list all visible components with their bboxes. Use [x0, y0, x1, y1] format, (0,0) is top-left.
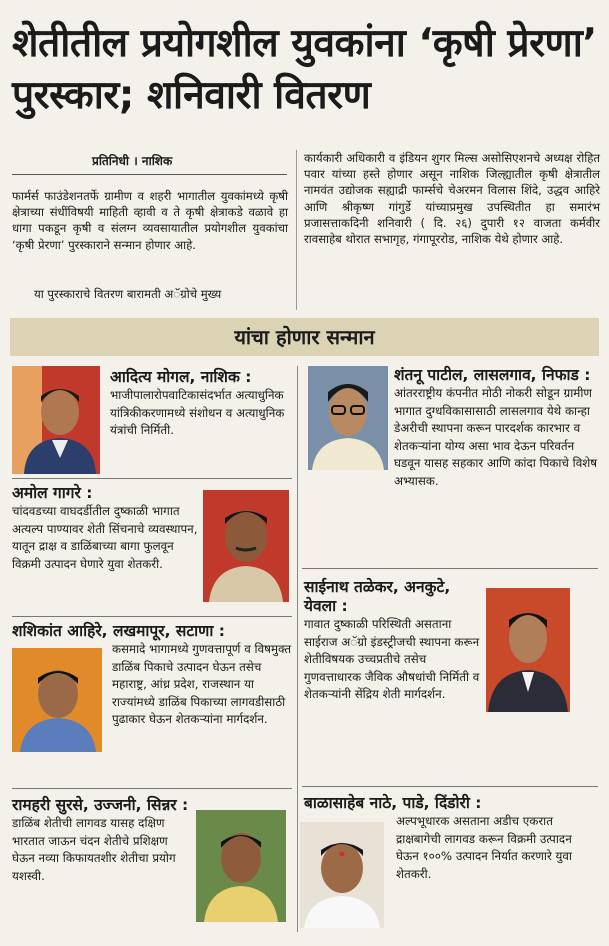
awardee-7: [304, 794, 598, 883]
awardee-name: आदित्य मोगल, नाशिक :: [110, 368, 252, 386]
byline: प्रतिनिधी । नाशिक: [92, 154, 173, 168]
awardee-separator: [302, 786, 598, 787]
portrait-sainath-talekar: [486, 588, 570, 712]
byline-rule: [12, 174, 287, 175]
awardee-3: [12, 622, 292, 729]
awardee-description: कसमादे भागामध्ये गुणवत्तापूर्ण व विषमुक्त डाळिंब पिकाचे उत्पादन घेऊन तसेच महाराष्ट्र, आंध्र प्रदेश, राजस्थान या राज्यांमध्ये डाळिंब पिकाच्या लागवडीसाठी पुढाकार घेऊन शेतकऱ्यांना मार्गदर्शन.: [112, 642, 292, 726]
awardee-description: आंतरराष्ट्रीय कंपनीत मोठी नोकरी सोडून ग्रामीण भागात दुग्धविकासासाठी लासलगाव येथे कान्हा डेअरीची स्थापना करून पारदर्शक कारभार व शेतकऱ्यांना योग्य असा भाव देऊन परिवर्तन घडवून यासह सहकार आणि कांदा पिकाचे विशेष अभ्यासक.: [394, 386, 598, 488]
awardee-1: [110, 368, 292, 440]
awardee-4: [12, 796, 192, 885]
awardee-name: शंतनू पाटील, लासलगाव, निफाड :: [394, 366, 591, 384]
portrait-ramhari-surse: [196, 810, 286, 922]
awardee-name: रामहरी सुरसे, उज्जनी, सिन्नर :: [12, 796, 189, 814]
awardee-description: अल्पभूधारक असताना अडीच एकरात द्राक्षबागेची लागवड करून विक्रमी उत्पादन घेऊन १००% उत्पादन निर्यात करणारे युवा शेतकरी.: [396, 814, 572, 881]
awardee-separator: [12, 478, 292, 479]
intro-left-paragraph-1: फार्मर्स फाउंडेशनतर्फे ग्रामीण व शहरी भागातील युवकांमध्ये कृषी क्षेत्राच्या संधींविषयी माहिती व्हावी व ते कृषी क्षेत्राकडे वळावे हा धागा पकडून कृषी व संलग्न व्यवसायातील प्रयोगशील युवकांचा ‘कृषी प्रेरणा’ पुरस्काराने सन्मान होणार आहे.: [12, 189, 288, 252]
awardee-separator: [302, 568, 598, 569]
column-divider: [296, 150, 297, 310]
awardee-5: [304, 366, 598, 490]
awardee-description: डाळिंब शेतीची लागवड यासह दक्षिण भारतात जाऊन चंदन शेतीचे प्रशिक्षण घेऊन नव्या किफायतशीर शेतीचा प्रयोग यशस्वी.: [12, 816, 176, 883]
awardee-separator: [12, 616, 292, 617]
awardee-description: भाजीपालारोपवाटिकासंदर्भात अत्याधुनिक यांत्रिकीकरणामध्ये संशोधन व अत्याधुनिक यंत्रांची निर्मिती.: [110, 388, 285, 437]
intro-left-paragraph-2: या पुरस्काराचे वितरण बारामती अॅग्रोचे मुख्य: [34, 287, 222, 301]
awardee-2: [12, 484, 198, 573]
awardee-name: बाळासाहेब नाठे, पाडे, दिंडोरी :: [304, 794, 482, 812]
awardee-description: गावात दुष्काळी परिस्थिती असताना साईराज अॅग्रो इंडस्ट्रीजची स्थापना करून शेतीविषयक उच्चप्रतीचे तसेच गुणवत्ताधारक जैविक औषधांची निर्मिती व शेतकऱ्यांनी सेंद्रिय शेती मार्गदर्शन.: [304, 617, 480, 701]
awardee-description: चांदवडच्या वाघदर्डीतील दुष्काळी भागात अत्यल्प पाण्यावर शेती सिंचनाचे व्यवस्थापन, यातून द्राक्ष व डाळिंबाच्या बागा फुलवून विक्रमी उत्पादन घेणारे युवा शेतकरी.: [12, 504, 198, 571]
awardee-column-divider: [297, 366, 298, 932]
headline: शेतीतील प्रयोगशील युवकांना ‘कृषी प्रेरणा’ पुरस्कार; शनिवारी वितरण: [12, 21, 597, 118]
awardee-name: साईनाथ तळेकर, अनकुटे, येवला :: [304, 578, 451, 615]
awardee-name: अमोल गागरे :: [12, 484, 93, 502]
awardee-separator: [12, 788, 292, 789]
intro-right-paragraph: कार्यकारी अधिकारी व इंडियन शुगर मिल्स असोसिएशनचे अध्यक्ष रोहित पवार यांच्या हस्ते होणार असून नाशिक जिल्ह्यातील कृषी क्षेत्रातील नामवंत उद्योजक सह्याद्री फार्म्सचे चेअरमन विलास शिंदे, उद्धव आहिरे आणि श्रीकृष्ण गांगुर्डे यांच्याप्रमुख उपस्थितीत हा समारंभ प्रजासत्ताकदिनी शनिवारी ( दि. २६) दुपारी १२ वाजता कर्मवीर रावसाहेब थोरात सभागृह, गंगापूररोड, नाशिक येथे होणार आहे.: [304, 151, 600, 247]
awardee-6: [304, 578, 482, 704]
awardee-name: शशिकांत आहिरे, लखमापूर, सटाणा :: [12, 622, 225, 640]
section-banner: यांचा होणार सन्मान: [10, 318, 599, 356]
portrait-aditya-mogal: [12, 366, 100, 474]
portrait-amol-gagare: [203, 490, 289, 602]
